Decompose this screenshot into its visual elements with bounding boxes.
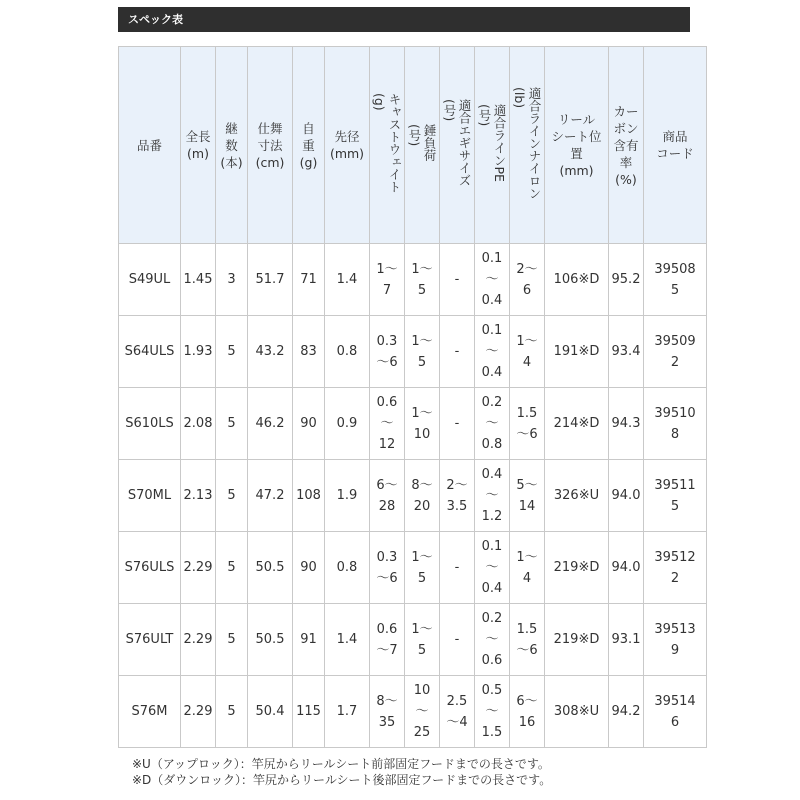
cell-value: 39510 8 [654,405,696,442]
cell-value: 39514 6 [654,693,696,730]
table-cell [119,532,181,604]
cell-value: 2.08 [183,416,213,431]
cell-value: 1.4 [336,272,358,287]
table-cell [293,460,325,532]
column-header-label: キャストウェイト (g) [372,93,402,193]
spec-title: スペック表 [118,7,690,32]
column-header [248,47,293,244]
table-cell [644,316,707,388]
table-cell [510,604,545,676]
table-cell [440,532,475,604]
cell-value: 50.5 [255,560,285,575]
table-row [119,676,707,748]
cell-value: 219※D [553,632,600,647]
table-cell [644,532,707,604]
table-cell [510,460,545,532]
table-cell [293,316,325,388]
cell-value: 1～ 4 [516,549,538,586]
cell-value: 1～ 4 [516,333,538,370]
cell-value: 51.7 [255,272,285,287]
table-cell [609,532,644,604]
table-cell [370,604,405,676]
cell-value: 46.2 [255,416,285,431]
cell-value: 0.3 ～6 [376,549,398,586]
cell-value: 0.4 ～ 1.2 [481,467,503,524]
cell-value: S70ML [127,488,172,503]
cell-value: 1.5 ～6 [516,621,538,658]
table-cell [119,388,181,460]
cell-value: 2.29 [183,632,213,647]
table-cell [405,604,440,676]
cell-value: 47.2 [255,488,285,503]
cell-value: 2.13 [183,488,213,503]
cell-value: - [454,272,460,287]
cell-value: 2.29 [183,560,213,575]
cell-value: 1.5 ～6 [516,405,538,442]
cell-value: 10 ～ 25 [413,683,431,740]
table-cell [325,460,370,532]
cell-value: 2～ 3.5 [446,477,468,514]
table-cell [644,604,707,676]
cell-value: 94.0 [611,488,641,503]
table-cell [644,244,707,316]
column-header-label: リール シート位 置 (mm) [551,112,602,178]
cell-value: 93.4 [611,344,641,359]
table-cell [181,316,216,388]
table-cell [644,388,707,460]
column-header [405,47,440,244]
table-cell [475,460,510,532]
cell-value: 71 [300,272,317,287]
cell-value: 5 [227,560,236,575]
cell-value: 1～ 10 [411,405,433,442]
cell-value: 108 [296,488,321,503]
table-cell [370,244,405,316]
cell-value: 326※U [553,488,600,503]
table-cell [545,604,609,676]
table-cell [405,316,440,388]
column-header [119,47,181,244]
cell-value: 0.8 [336,560,358,575]
table-row [119,244,707,316]
table-cell [440,388,475,460]
cell-value: 0.3 ～6 [376,333,398,370]
table-cell [119,604,181,676]
cell-value: 95.2 [611,272,641,287]
cell-value: 1.4 [336,632,358,647]
table-cell [440,244,475,316]
table-cell [405,244,440,316]
cell-value: 0.1 ～ 0.4 [481,323,503,380]
table-cell [216,244,248,316]
table-cell [248,388,293,460]
table-row [119,532,707,604]
table-cell [609,460,644,532]
column-header-label: 継 数 (本) [220,120,243,170]
table-cell [293,388,325,460]
table-cell [181,604,216,676]
table-cell [248,532,293,604]
column-header-label: 錘負荷 (号) [407,124,437,162]
cell-value: 90 [300,416,317,431]
table-cell [181,460,216,532]
cell-value: 1.7 [336,704,358,719]
table-cell [475,316,510,388]
table-cell [181,388,216,460]
table-cell [545,244,609,316]
cell-value: 2～ 6 [516,261,538,298]
table-row [119,604,707,676]
table-cell [510,676,545,748]
cell-value: 191※D [553,344,600,359]
cell-value: S76ULT [125,632,174,647]
table-cell [510,388,545,460]
table-cell [545,676,609,748]
table-cell [510,316,545,388]
cell-value: 6～ 16 [516,693,538,730]
column-header [216,47,248,244]
cell-value: 8～ 35 [376,693,398,730]
table-cell [370,676,405,748]
column-header-label: 適合エギサイズ (号) [442,99,472,187]
table-cell [248,460,293,532]
cell-value: 6～ 28 [376,477,398,514]
column-header [644,47,707,244]
footnote-downlock: ※D（ダウンロック）：竿尻からリールシート後部固定フードまでの長さです。 [132,773,552,787]
table-cell [181,676,216,748]
table-cell [119,676,181,748]
cell-value: 39512 2 [654,549,696,586]
cell-value: 1～ 7 [376,261,398,298]
column-header-label: 先径 (mm) [329,129,365,161]
table-cell [325,244,370,316]
table-cell [405,388,440,460]
table-cell [475,388,510,460]
table-cell [181,532,216,604]
cell-value: 39509 2 [654,333,696,370]
column-header [181,47,216,244]
table-cell [475,244,510,316]
column-header-label: 適合ラインPE (号) [477,104,507,182]
table-cell [475,604,510,676]
table-cell [475,676,510,748]
header-row [119,47,707,244]
column-header [510,47,545,244]
cell-value: 0.6 ～7 [376,621,398,658]
cell-value: 94.3 [611,416,641,431]
table-cell [248,604,293,676]
cell-value: 5 [227,344,236,359]
cell-value: 5 [227,632,236,647]
column-header [325,47,370,244]
column-header [440,47,475,244]
column-header [293,47,325,244]
table-cell [440,460,475,532]
cell-value: 0.6 ～ 12 [376,395,398,452]
table-cell [293,532,325,604]
cell-value: 8～ 20 [411,477,433,514]
table-row [119,316,707,388]
spec-panel [118,7,696,792]
table-cell [216,460,248,532]
table-cell [609,388,644,460]
cell-value: 93.1 [611,632,641,647]
cell-value: 214※D [553,416,600,431]
table-cell [370,532,405,604]
spec-table [118,46,707,748]
cell-value: 94.2 [611,704,641,719]
cell-value: 0.1 ～ 0.4 [481,251,503,308]
table-cell [545,532,609,604]
table-cell [545,388,609,460]
table-cell [325,316,370,388]
cell-value: 2.29 [183,704,213,719]
table-cell [405,460,440,532]
table-cell [293,244,325,316]
cell-value: 0.5 ～ 1.5 [481,683,503,740]
cell-value: 91 [300,632,317,647]
column-header [545,47,609,244]
table-cell [510,244,545,316]
table-row [119,388,707,460]
cell-value: 0.2 ～ 0.6 [481,611,503,668]
table-cell [609,244,644,316]
table-cell [248,676,293,748]
cell-value: 0.9 [336,416,358,431]
cell-value: - [454,560,460,575]
table-cell [609,676,644,748]
column-header-label: 仕舞 寸法 (cm) [255,120,285,170]
cell-value: 0.1 ～ 0.4 [481,539,503,596]
table-cell [119,316,181,388]
table-cell [293,604,325,676]
cell-value: 1～ 5 [411,549,433,586]
table-cell [325,676,370,748]
column-header [475,47,510,244]
table-cell [440,604,475,676]
column-header-label: 全長 (m) [185,129,211,161]
cell-value: S610LS [125,416,174,431]
table-cell [248,244,293,316]
cell-value: 1～ 5 [411,621,433,658]
table-cell [119,460,181,532]
cell-value: 39511 5 [654,477,696,514]
table-cell [475,532,510,604]
table-cell [325,532,370,604]
table-cell [609,604,644,676]
cell-value: - [454,344,460,359]
cell-value: 39513 9 [654,621,696,658]
column-header-label: カー ボン 含有 率 (%) [613,103,639,187]
cell-value: 50.5 [255,632,285,647]
cell-value: 1～ 5 [411,261,433,298]
cell-value: - [454,632,460,647]
table-cell [248,316,293,388]
table-cell [119,244,181,316]
table-cell [181,244,216,316]
column-header-label: 商品 コード [656,129,694,161]
column-header-label: 自 重 (g) [299,120,318,170]
table-body [119,244,707,748]
cell-value: 39508 5 [654,261,696,298]
cell-value: 3 [227,272,236,287]
table-cell [440,676,475,748]
table-cell [510,532,545,604]
table-cell [216,676,248,748]
cell-value: 5 [227,488,236,503]
cell-value: - [454,416,460,431]
table-row [119,460,707,532]
table-cell [644,460,707,532]
table-cell [545,460,609,532]
footnotes [118,756,690,788]
table-cell [216,532,248,604]
cell-value: 5 [227,416,236,431]
table-cell [405,532,440,604]
table-cell [216,316,248,388]
cell-value: 90 [300,560,317,575]
table-cell [644,676,707,748]
cell-value: 1.9 [336,488,358,503]
cell-value: 1.93 [183,344,213,359]
cell-value: 83 [300,344,317,359]
cell-value: 308※U [553,704,600,719]
table-cell [370,460,405,532]
table-cell [216,604,248,676]
cell-value: 1.45 [183,272,213,287]
column-header-label: 品番 [136,137,162,153]
cell-value: S76ULS [124,560,175,575]
column-header-label: 適合ラインナイロン (lb) [512,86,542,200]
cell-value: S49UL [128,272,171,287]
cell-value: 1～ 5 [411,333,433,370]
cell-value: S64ULS [124,344,175,359]
column-header [609,47,644,244]
table-cell [325,604,370,676]
cell-value: 5 [227,704,236,719]
table-cell [440,316,475,388]
table-cell [293,676,325,748]
cell-value: 115 [296,704,321,719]
table-cell [609,316,644,388]
cell-value: 50.4 [255,704,285,719]
cell-value: S76M [131,704,168,719]
footnote-uplock: ※U（アップロック）：竿尻からリールシート前部固定フードまでの長さです。 [132,757,550,771]
cell-value: 219※D [553,560,600,575]
table-cell [370,388,405,460]
cell-value: 106※D [553,272,600,287]
table-cell [545,316,609,388]
column-header [370,47,405,244]
table-cell [216,388,248,460]
cell-value: 0.2 ～ 0.8 [481,395,503,452]
cell-value: 0.8 [336,344,358,359]
cell-value: 5～ 14 [516,477,538,514]
cell-value: 94.0 [611,560,641,575]
table-cell [405,676,440,748]
table-cell [370,316,405,388]
cell-value: 2.5 ～4 [446,693,468,730]
cell-value: 43.2 [255,344,285,359]
table-cell [325,388,370,460]
